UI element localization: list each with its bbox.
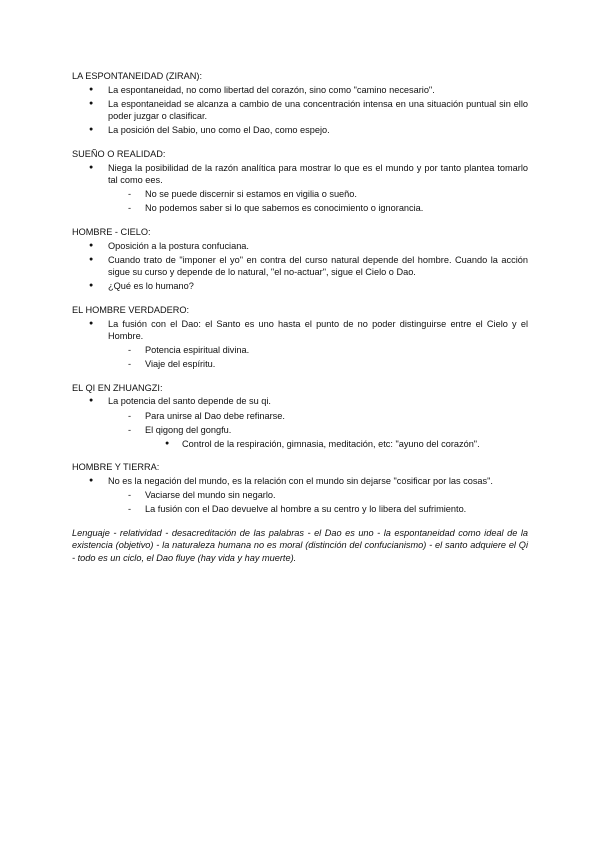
section-hombre-cielo	[72, 226, 528, 293]
bullet-list	[72, 240, 528, 293]
section-heading: EL QI EN ZHUANGZI:	[72, 382, 163, 393]
section-heading: HOMBRE - CIELO:	[72, 226, 151, 237]
bullet-item: ● La fusión con el Dao: el Santo es uno hasta el punto de no poder distinguirse entre el Cielo y el Hombre.	[72, 318, 528, 343]
bullet-item: ● La espontaneidad se alcanza a cambio de una concentración intensa en una situación puntual sin ello poder juzgar o clasificar.	[72, 98, 528, 123]
dash-item: - La fusión con el Dao devuelve al hombre a su centro y lo libera del sufrimiento.	[72, 503, 528, 516]
dash-item: - Para unirse al Dao debe refinarse.	[72, 410, 528, 423]
bullet-item: ● No es la negación del mundo, es la relación con el mundo sin dejarse "cosificar por las cosas".	[72, 475, 528, 488]
section-heading: LA ESPONTANEIDAD (ZIRAN):	[72, 71, 203, 81]
bullet-item: ● Niega la posibilidad de la razón analítica para mostrar lo que es el mundo y por tanto plantea tomarlo tal como ees.	[72, 162, 528, 187]
section-heading: HOMBRE Y TIERRA:	[72, 462, 160, 473]
section-sueno-realidad	[72, 148, 528, 215]
summary-paragraph: Lenguaje - relatividad - desacreditación de las palabras - el Dao es uno - la espontaneidad como ideal de la existencia (objetivo) - la naturaleza humana no es moral (distinción del confucianismo) - el santo adquiere el Qi - todo es un ciclo, el Dao fluye (hay vida y hay muerte).	[72, 527, 528, 563]
bullet-item: ● La posición del Sabio, uno como el Dao, como espejo.	[72, 124, 528, 137]
section-hombre-verdadero	[72, 304, 528, 371]
bullet-item: ● La potencia del santo depende de su qi.	[72, 395, 528, 408]
bullet-list	[72, 395, 528, 450]
dash-item: - No podemos saber si lo que sabemos es conocimiento o ignorancia.	[72, 202, 528, 215]
section-heading: SUEÑO O REALIDAD:	[72, 148, 166, 159]
section-qi-zhuangzi	[72, 382, 528, 450]
dash-item: - Viaje del espíritu.	[72, 358, 528, 371]
dash-item: - El qigong del gongfu.	[72, 424, 528, 437]
sub-bullet-item: ● Control de la respiración, gimnasia, meditación, etc: "ayuno del corazón".	[72, 438, 528, 451]
bullet-list	[72, 475, 528, 516]
bullet-item: ● ¿Qué es lo humano?	[72, 280, 528, 293]
section-espontaneidad	[72, 70, 528, 137]
bullet-list	[72, 84, 528, 137]
section-heading: EL HOMBRE VERDADERO:	[72, 304, 190, 315]
bullet-list	[72, 318, 528, 371]
bullet-item: ● La espontaneidad, no como libertad del corazón, sino como "camino necesario".	[72, 84, 528, 97]
bullet-list	[72, 162, 528, 215]
dash-item: - No se puede discernir si estamos en vigilia o sueño.	[72, 188, 528, 201]
dash-item: - Vaciarse del mundo sin negarlo.	[72, 489, 528, 502]
bullet-item: ● Cuando trato de "imponer el yo" en contra del curso natural depende del hombre. Cuando la acción sigue su curso y depende de lo natural, "el no-actuar", sigue el Cielo o Dao.	[72, 254, 528, 279]
dash-item: - Potencia espiritual divina.	[72, 344, 528, 357]
section-hombre-tierra	[72, 461, 528, 515]
bullet-item: ● Oposición a la postura confuciana.	[72, 240, 528, 253]
